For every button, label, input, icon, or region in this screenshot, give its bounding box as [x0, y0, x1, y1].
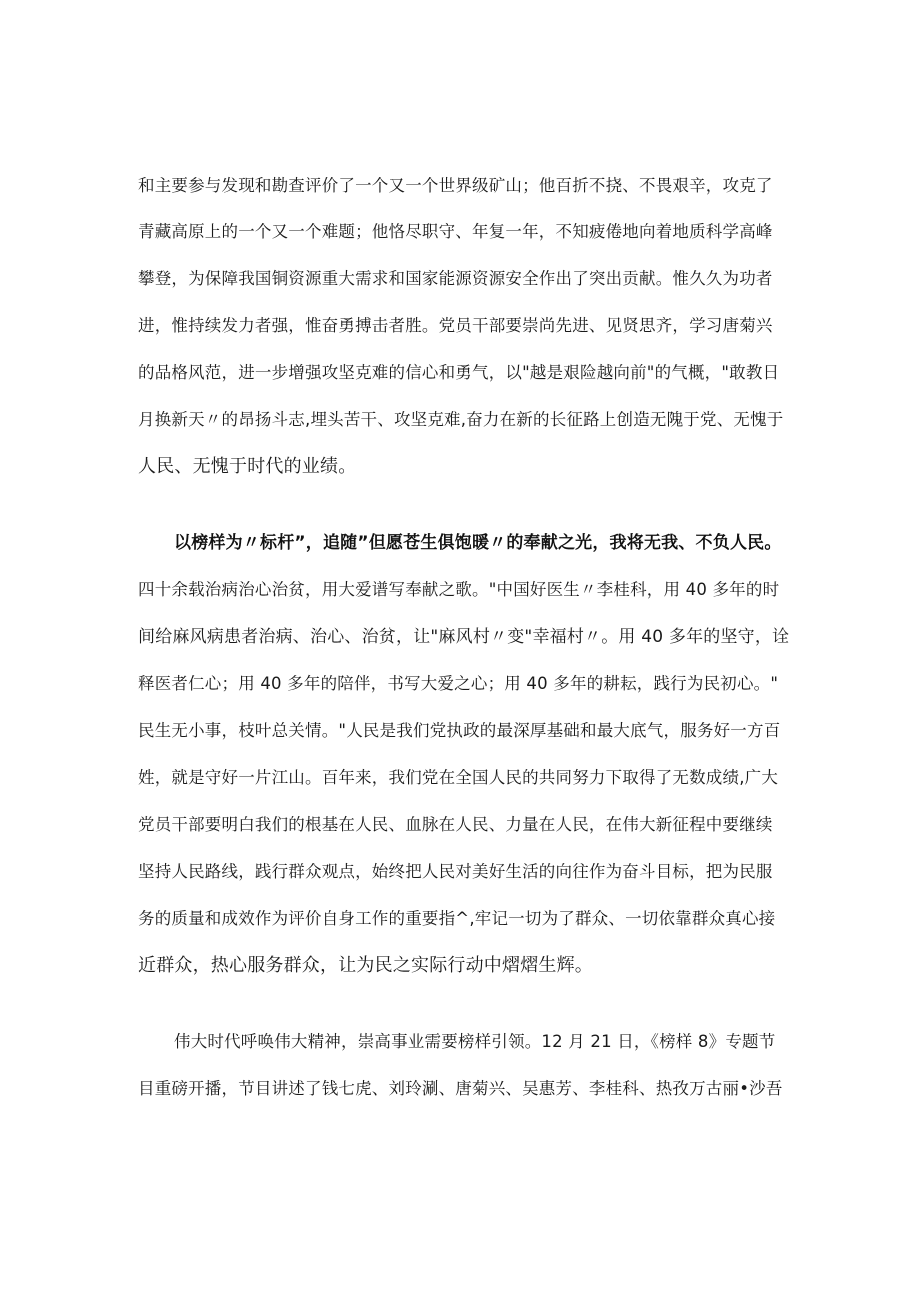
- text-line: 党员干部要明白我们的根基在人民、血脉在人民、力量在人民，在伟大新征程中要继续: [138, 815, 773, 834]
- text-line: 人民、无愧于时代的业绩。: [138, 456, 357, 477]
- text-line: 攀登，为保障我国铜资源重大需求和国家能源资源安全作出了突出贡献。惟久久为功者: [138, 269, 773, 288]
- text-line: 务的质量和成效作为评价自身工作的重要指^,牢记一切为了群众、一切依靠群众真心接: [138, 909, 776, 928]
- text-line: 民生无小事，枝叶总关情。"人民是我们党执政的最深厚基础和最大底气，服务好一方百: [138, 721, 781, 740]
- text-line: 释医者仁心；用 40 多年的陪伴，书写大爱之心；用 40 多年的耕耘，践行为民初心。": [138, 674, 779, 693]
- text-line: 近群众，热心服务群众，让为民之实际行动中熠熠生辉。: [138, 955, 593, 976]
- text-line: 目重磅开播，节目讲述了钱七虎、刘玲涮、唐菊兴、吴惠芳、李桂科、热孜万古丽•沙吾: [138, 1079, 783, 1098]
- text-line: 的品格风范，进一步增强攻坚克难的信心和勇气，以"越是艰险越向前"的气概，"敢教日: [138, 363, 780, 382]
- text-line: 坚持人民路线，践行群众观点，始终把人民对美好生活的向往作为奋斗目标，把为民服: [138, 862, 773, 881]
- text-line: 姓，就是守好一片江山。百年来，我们党在全国人民的共同努力下取得了无数成绩,广大: [138, 768, 779, 787]
- text-line: 进，惟持续发力者强，惟奋勇搏击者胜。党员干部要崇尚先进、见贤思齐，学习唐菊兴: [138, 316, 773, 335]
- text-line: 和主要参与发现和勘查评价了一个又一个世界级矿山；他百折不挠、不畏艰辛，攻克了: [138, 176, 773, 195]
- text-line: 月换新天〃的昂扬斗志,埋头苦干、攻坚克难,奋力在新的长征路上创造无隗于党、无愧于: [138, 410, 784, 429]
- text-line: 间给麻风病患者治病、治心、治贫，让"麻风村〃变"幸福村〃。用 40 多年的坚守，诠: [138, 627, 790, 647]
- section-heading: 以榜样为〃标杆”，追随”但愿苍生俱饱暖〃的奉献之光，我将无我、不负人民。: [174, 533, 782, 553]
- text-line: 四十余载治病治心治贫，用大爱谱写奉献之歌。"中国好医生〃李桂科，用 40 多年的时: [138, 580, 780, 599]
- text-line: 青藏高原上的一个又一个难题；他恪尽职守、年复一年，不知疲倦地向着地质科学高峰: [138, 222, 773, 241]
- text-line: 伟大时代呼唤伟大精神，崇高事业需要榜样引领。12 月 21 日，《榜样 8》专题节: [174, 1032, 776, 1051]
